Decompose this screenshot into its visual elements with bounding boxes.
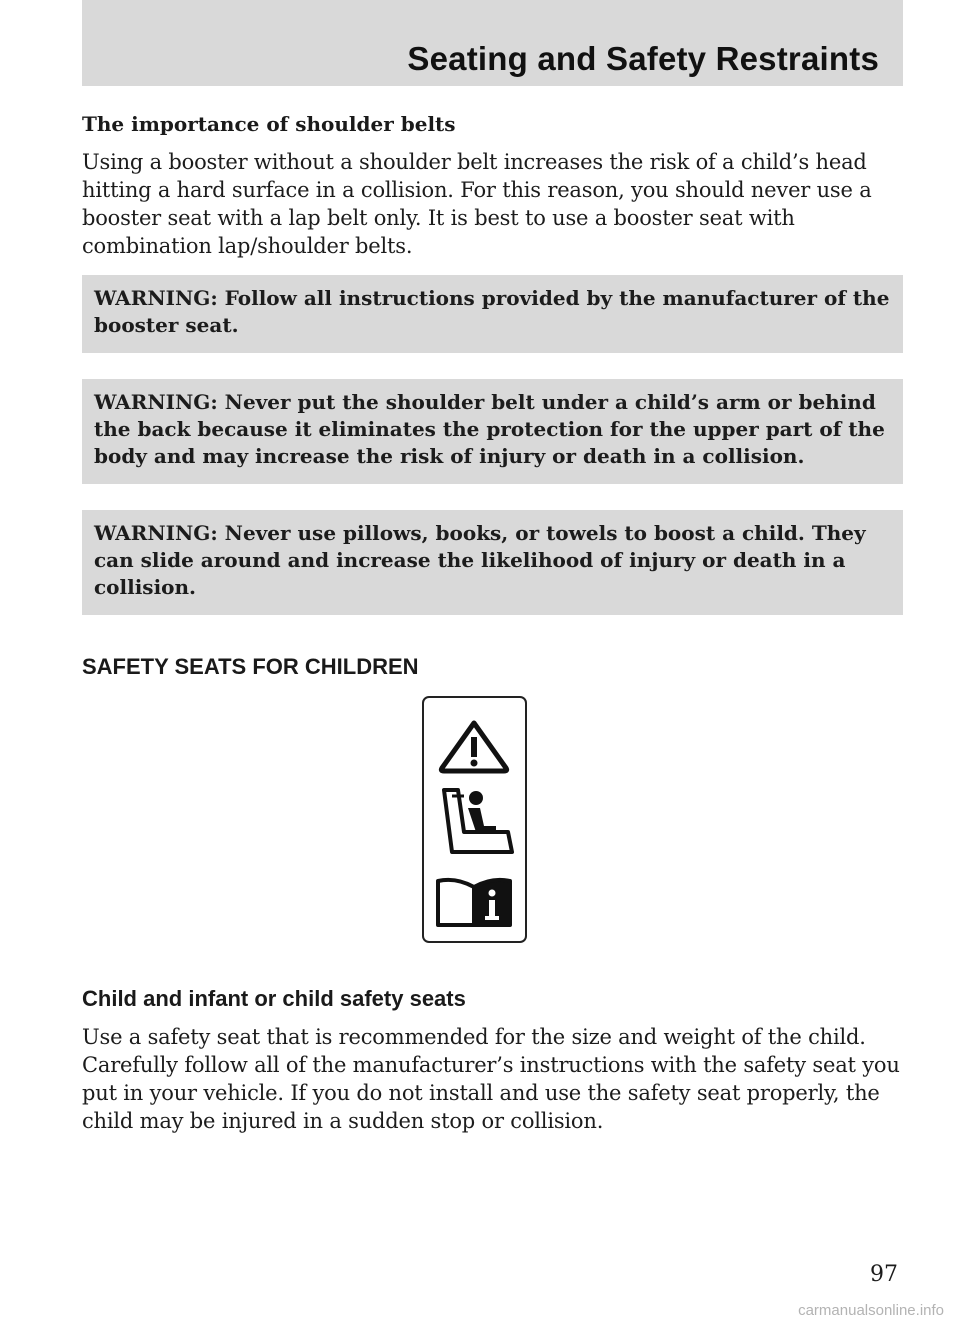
- child-seats-paragraph: Use a safety seat that is recommended for the size and weight of the child. Carefully follow all of the manufacturer’s instructions with the safety seat you put in your vehicle. If you do not install and use the safety seat properly, the child may be injured in a sudden stop or collision.: [82, 1025, 900, 1133]
- child-seat-warning-label: [422, 696, 527, 943]
- shoulder-belts-heading: The importance of shoulder belts: [82, 112, 456, 136]
- warning-box-improvised-boosters: WARNING: Never use pillows, books, or towels to boost a child. They can slide around and increase the likelihood of injury or death in a collision.: [82, 510, 903, 615]
- warning-box-booster-instructions: WARNING: Follow all instructions provided by the manufacturer of the booster seat.: [82, 275, 903, 353]
- warning-box-shoulder-belt-placement: WARNING: Never put the shoulder belt under a child’s arm or behind the back because it eliminates the protection for the upper part of the body and may increase the risk of injury or death in a collision.: [82, 379, 903, 484]
- child-seat-icon: [424, 786, 525, 858]
- page-number: 97: [870, 1262, 898, 1287]
- page-content: [82, 110, 903, 681]
- safety-seats-heading: SAFETY SEATS FOR CHILDREN: [82, 654, 419, 679]
- shoulder-belts-paragraph: Using a booster without a shoulder belt increases the risk of a child’s head hitting a hard surface in a collision. For this reason, you should never use a booster seat with a lap belt only. It is best to use a booster seat with combination lap/shoulder belts.: [82, 150, 872, 258]
- page-title: Seating and Safety Restraints: [407, 40, 879, 77]
- child-seats-section: [82, 985, 903, 1135]
- site-watermark[interactable]: carmanualsonline.info: [798, 1302, 944, 1319]
- child-seats-heading: Child and infant or child safety seats: [82, 986, 466, 1011]
- warning-triangle-icon: [424, 718, 525, 774]
- header-bar: [82, 0, 903, 86]
- owner-manual-info-icon: [424, 873, 525, 933]
